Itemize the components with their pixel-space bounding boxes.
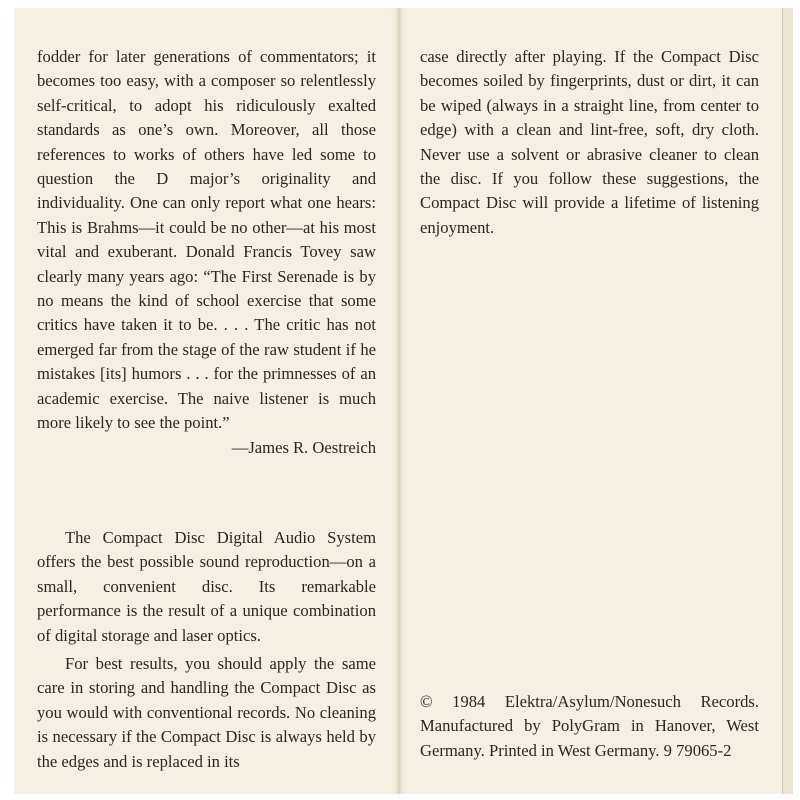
center-fold [397,8,401,794]
care-continued-paragraph: case directly after playing. If the Compact Disc becomes soiled by fingerprints, dust or dirt, it can be wiped (always in a straight line, from center to edge) with a clean and lint-free, soft, dry cloth. Never use a solvent or abrasive cleaner to clean the disc. If you follow these suggestions, the Compact Disc will provide a lifetime of listening enjoyment. [420,47,759,237]
care-continued-column [420,45,759,240]
copyright-column [420,690,759,763]
care-paragraph: For best results, you should apply the same care in storing and handling the Compact Disc as you would with conventional records. No cleaning is necessary if the Compact Disc is always held by the edges and is replaced in its [37,654,376,771]
cd-intro-paragraph: The Compact Disc Digital Audio System offers the best possible sound reproduction—on a small, convenient disc. Its remarkable performance is the result of a unique combination of digital storage and laser optics. [37,528,376,645]
copyright-notice: © 1984 Elektra/Asylum/Nonesuch Records. Manufactured by PolyGram in Hanover, West Germany. Printed in West Germany. 9 79065-2 [420,692,759,760]
author-signature: —James R. Oestreich [231,437,376,457]
page-edge [782,8,793,794]
essay-column [37,45,376,460]
essay-paragraph: fodder for later generations of commentators; it becomes too easy, with a composer so relentlessly self-critical, to adopt his ridiculously exalted standards as one’s own. Moreover, all those references to works of others have led some to question the D major’s originality and individuality. One can only report what one hears: This is Brahms—it could be no other—at his most vital and exuberant. Donald Francis Tovey saw clearly many years ago: “The First Serenade is by no means the kind of school exercise that some critics have taken it to be. . . . The critic has not emerged far from the stage of the raw student if he mistakes [its] humors . . . for the primnesses of an academic exercise. The naive listener is much more likely to see the point.” [37,47,376,433]
cd-info-column [37,526,376,774]
